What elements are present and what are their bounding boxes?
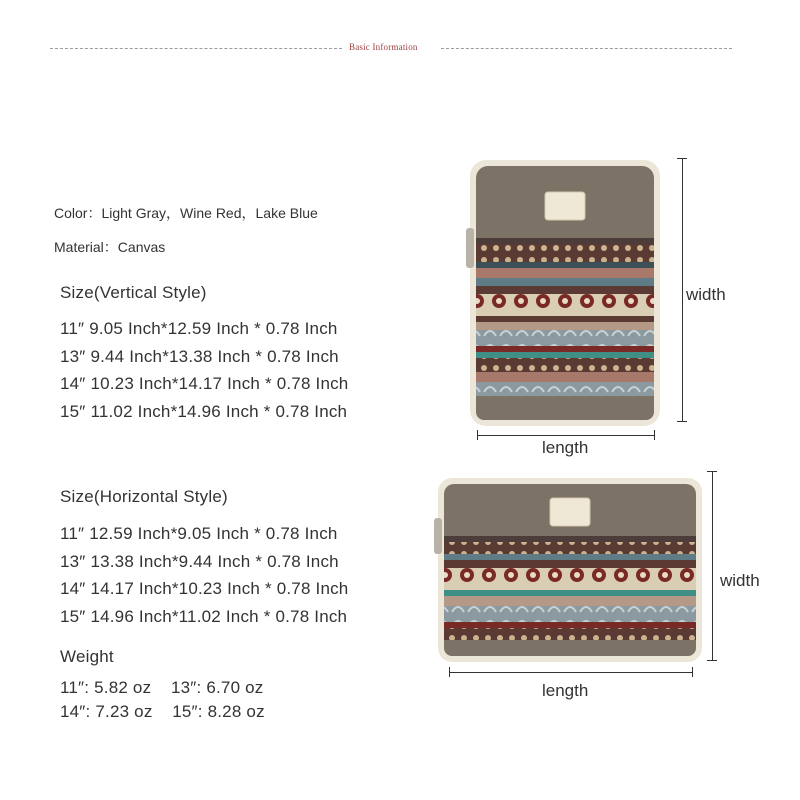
- header-divider-left: [50, 48, 342, 49]
- horizontal-width-arrow-cap: [707, 660, 717, 661]
- horizontal-length-label: length: [542, 681, 589, 700]
- header-divider-right: [441, 48, 732, 49]
- horizontal-size-row: 11″ 12.59 Inch*9.05 Inch * 0.78 Inch: [60, 524, 338, 543]
- horizontal-length-arrow-cap: [692, 667, 693, 677]
- horizontal-size-heading: Size(Horizontal Style): [60, 487, 228, 506]
- horizontal-width-arrow: [712, 471, 713, 661]
- weight-heading: Weight: [60, 647, 114, 666]
- horizontal-length-arrow: [449, 672, 693, 673]
- vertical-size-row: 14″ 10.23 Inch*14.17 Inch * 0.78 Inch: [60, 374, 349, 393]
- horizontal-size-row: 14″ 14.17 Inch*10.23 Inch * 0.78 Inch: [60, 579, 349, 598]
- horizontal-width-arrow-cap: [707, 471, 717, 472]
- weight-row: 14″: 7.23 oz 15″: 8.28 oz: [60, 702, 265, 721]
- vertical-size-row: 13″ 9.44 Inch*13.38 Inch * 0.78 Inch: [60, 347, 339, 366]
- vertical-length-label: length: [542, 438, 589, 457]
- horizontal-length-arrow-cap: [449, 667, 450, 677]
- color-info: Color：Light Gray，Wine Red，Lake Blue: [54, 205, 318, 221]
- vertical-width-label: width: [686, 285, 726, 304]
- horizontal-size-row: 13″ 13.38 Inch*9.44 Inch * 0.78 Inch: [60, 552, 339, 571]
- header-title: Basic Information: [349, 42, 418, 52]
- vertical-length-arrow: [477, 435, 655, 436]
- vertical-width-arrow-cap: [677, 421, 687, 422]
- vertical-size-heading: Size(Vertical Style): [60, 283, 207, 302]
- vertical-size-row: 15″ 11.02 Inch*14.96 Inch * 0.78 Inch: [60, 402, 348, 421]
- vertical-sleeve-image: [466, 158, 664, 428]
- vertical-length-arrow-cap: [654, 430, 655, 440]
- vertical-width-arrow-cap: [677, 158, 687, 159]
- horizontal-width-label: width: [720, 571, 760, 590]
- horizontal-sleeve-image: [434, 476, 706, 664]
- horizontal-size-row: 15″ 14.96 Inch*11.02 Inch * 0.78 Inch: [60, 607, 348, 626]
- material-info: Material：Canvas: [54, 239, 166, 255]
- vertical-width-arrow: [682, 158, 683, 422]
- vertical-length-arrow-cap: [477, 430, 478, 440]
- vertical-size-row: 11″ 9.05 Inch*12.59 Inch * 0.78 Inch: [60, 319, 338, 338]
- weight-row: 11″: 5.82 oz 13″: 6.70 oz: [60, 678, 264, 697]
